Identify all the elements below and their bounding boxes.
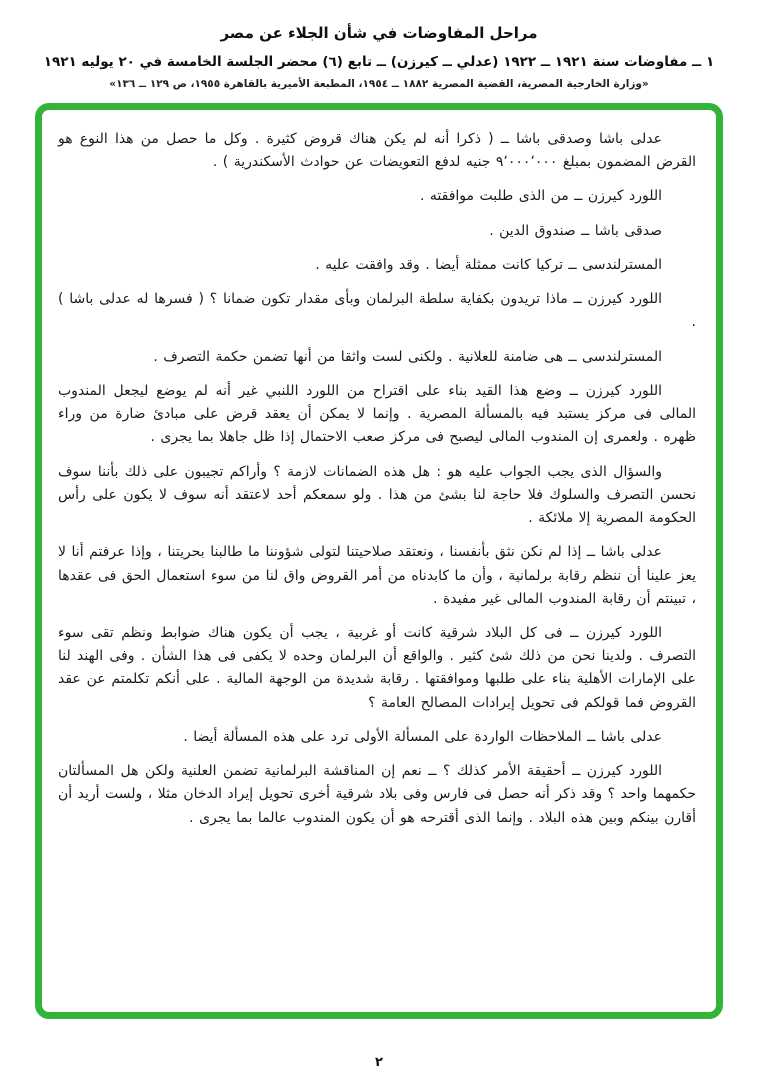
dialogue-paragraph-sidky: صدقى باشا ــ صندوق الدين . — [489, 222, 662, 239]
dialogue-paragraph-adly: عدلى باشا ــ إذا لم نكن نثق بأنفسنا ، ونعتقد صلاحيتنا لتولى شؤوننا ما طالبنا بحريتنا ، وإذا عرفتم أنا لا يعز علينا أن ننظم رقابة برلمانية ، وأن ما كابدناه من أمر القروض واق لنا من سوء استعمال الحق فى عقدها ، تبينتم أن رقابة المندوب المالى غير مفيدة . — [58, 544, 696, 607]
dialogue-paragraph-curzon: اللورد كيرزن ــ أحقيقة الأمر كذلك ؟ ــ نعم إن المناقشة البرلمانية تضمن العلنية ولكن هل المسألتان حكمهما واحد ؟ وقد ذكر أنه حصل فى فارس وفى بلاد شرقية أخرى تحويل إيراد الدخان مثلا ، ولست أريد أن أقارن بينكم وبين هذه البلاد . وإنما الذى أقترحه هو أن يكون المندوب عالما بما يجرى . — [58, 763, 696, 826]
page-number: ٢ — [375, 1055, 383, 1070]
content-frame — [35, 103, 723, 1019]
document-source-citation: «وزارة الخارجية المصرية، القضية المصرية ١٨٨٢ ــ ١٩٥٤، المطبعة الأميرية بالقاهرة ١٩٥٥، ص ١٢٩ ــ ١٣٦» — [109, 78, 649, 90]
document-header — [0, 0, 758, 90]
dialogue-paragraph-lindsay: المسترلندسى ــ تركيا كانت ممثلة أيضا . وقد وافقت عليه . — [315, 256, 662, 273]
dialogue-paragraph-curzon: اللورد كيرزن ــ من الذى طلبت موافقته . — [420, 188, 662, 205]
dialogue-paragraph-curzon-continued: والسؤال الذى يجب الجواب عليه هو : هل هذه الضمانات لازمة ؟ وأراكم تجيبون على ذلك بأننا سوف نحسن التصرف والسلوك فلا حاجة لنا بشئ من هذا . ولو سمعكم أحد لاعتقد أنه سوف لا يكون على رأس الحكومة المصرية إلا ملائكة . — [58, 463, 696, 527]
dialogue-paragraph-curzon: اللورد كيرزن ــ وضع هذا القيد بناء على اقتراح من اللورد اللنبي غير أنه لم يوضع ليجعل المندوب المالى فى مركز يستبد فيه بالمسألة المصرية . وإنما لا يمكن أن يعقد قرض على مبادئ ضارة من وراء ظهره . ولعمرى إن المندوب المالى ليصبح فى مركز صعب الاحتمال إذا ظل جاهلا بما يجرى . — [58, 382, 696, 446]
dialogue-paragraph-adly-sidky: عدلى باشا وصدقى باشا ــ ( ذكرا أنه لم يكن هناك قروض كثيرة . وكل ما حصل من هذا النوع هو القرض المضمون بمبلغ ٩٬٠٠٠٬٠٠٠ جنيه لدفع التعويضات عن حوادث الأسكندرية ) . — [58, 131, 696, 171]
dialogue-paragraph-adly: عدلى باشا ــ الملاحظات الواردة على المسألة الأولى ترد على هذه المسألة أيضا . — [183, 728, 662, 745]
document-title: مراحل المفاوضات في شأن الجلاء عن مصر — [220, 24, 538, 42]
dialogue-paragraph-curzon: اللورد كيرزن ــ ماذا تريدون بكفاية سلطة البرلمان وبأى مقدار تكون ضمانا ؟ ( فسرها له عدلى باشا ) . — [58, 291, 696, 331]
dialogue-paragraph-lindsay: المسترلندسى ــ هى ضامنة للعلانية . ولكنى لست واثقا من أنها تضمن حكمة التصرف . — [153, 348, 662, 365]
dialogue-paragraph-curzon: اللورد كيرزن ــ فى كل البلاد شرقية كانت أو غربية ، يجب أن يكون هناك ضوابط ونظم تقى سوء التصرف . ولدينا نحن من ذلك شئ كثير . والواقع أن البرلمان وحده لا يكفى فى هذا الشأن . وفى الهند لنا على الإمارات الأهلية بناء على طلبها وموافقتها . رقابة شديدة من الوجهة المالية . على أنكم تكلمتم عن عقد القروض فما قولكم فى تحويل إيرادات المصالح العامة ؟ — [58, 624, 696, 711]
document-subtitle: ١ ــ مفاوضات سنة ١٩٢١ ــ ١٩٢٢ (عدلي ــ كيرزن) ــ تابع (٦) محضر الجلسة الخامسة في ٢٠ يوليه ١٩٢١ — [43, 54, 715, 70]
